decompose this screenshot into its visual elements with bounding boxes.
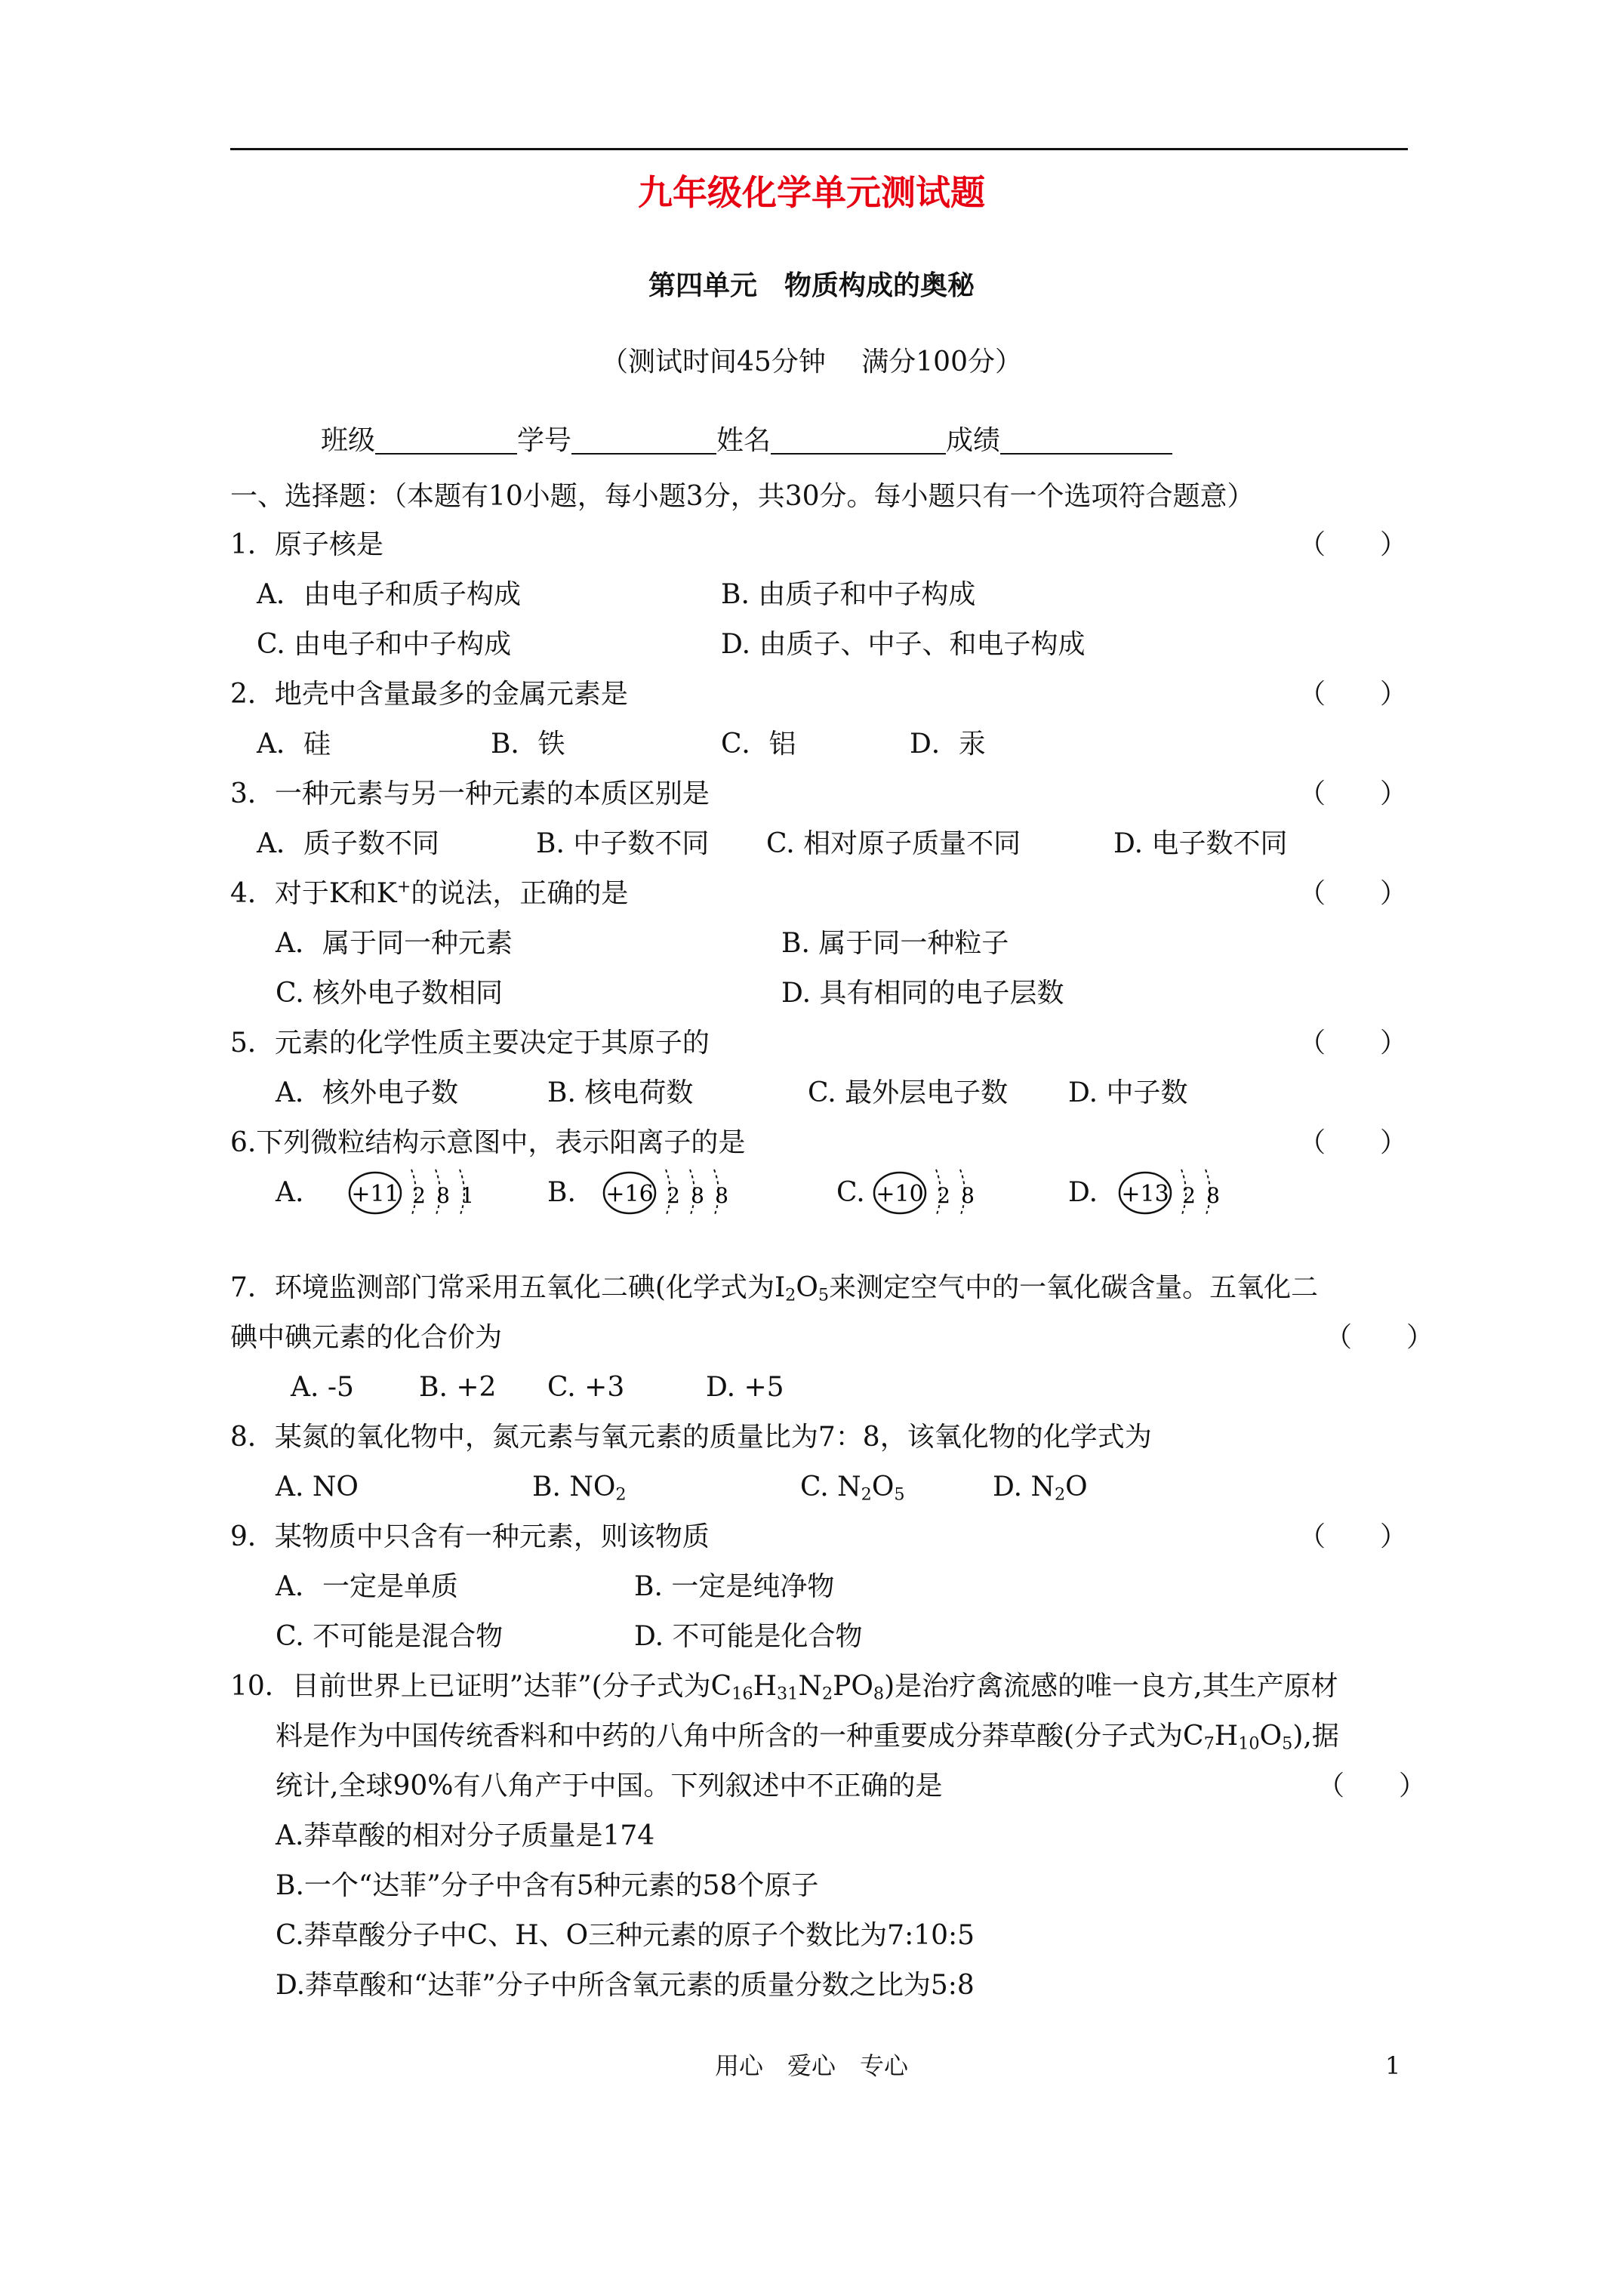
q4-stem: 4．对于K和K+的说法，正确的是 [230,877,629,909]
class-label: 班级 [321,425,376,456]
q7-option-b: B. +2 [419,1372,497,1403]
q9-option-b: B. 一定是纯净物 [634,1571,835,1602]
q9-option-d: D. 不可能是化合物 [634,1621,863,1652]
q4-option-b: B. 属于同一种粒子 [781,928,1009,959]
q1-option-c: C. 由电子和中子构成 [257,629,512,660]
q5-answer-paren[interactable]: （ ） [1298,1028,1408,1059]
q7-option-c: C. +3 [547,1372,625,1403]
q7-stem-line1: 7．环境监测部门常采用五氧化二碘(化学式为$I_2O_5$来测定空气中的一氧化碳含量。五氧化二 [230,1272,1319,1305]
q10-option-c: C.莽草酸分子中C、H、O三种元素的原子个数比为7:10:5 [276,1920,975,1951]
q9-stem: 9．某物质中只含有一种元素，则该物质 [230,1521,710,1552]
atom-c-nucleus: +10 [876,1181,924,1207]
atom-c-shell-2: 8 [961,1183,975,1208]
q9-option-c: C. 不可能是混合物 [276,1621,504,1652]
q10-stem-line1: 10．目前世界上已证明”达菲”(分子式为$C_{16}H_{31}N_2PO_8$)是治疗禽流感的唯一良方,其生产原材 [230,1671,1338,1704]
q10-option-d: D.莽草酸和“达菲”分子中所含氧元素的质量分数之比为5:8 [276,1970,975,2001]
score-blank[interactable] [1000,430,1172,455]
atom-a-shell-3: 1 [460,1183,474,1208]
q8-option-d: D. $N_2O$ [993,1472,1088,1505]
q3-option-b: B. 中子数不同 [536,828,710,859]
atom-b-shell-3: 8 [715,1183,728,1208]
q10-stem-line3: 统计,全球90%有八角产于中国。下列叙述中不正确的是 [276,1771,943,1801]
q2-option-c: C．铝 [721,729,796,760]
q3-answer-paren[interactable]: （ ） [1298,778,1408,809]
q7-option-d: D. +5 [706,1372,784,1403]
page-footer: 用心 爱心 专心 [714,2051,908,2080]
student-id-label: 学号 [517,425,572,456]
q6-option-b: B. [547,1177,576,1208]
q3-option-c: C. 相对原子质量不同 [766,828,1021,859]
q4-answer-paren[interactable]: （ ） [1298,878,1408,909]
q6-option-d: D. [1068,1177,1098,1208]
q6-answer-paren[interactable]: （ ） [1298,1127,1408,1158]
q3-option-d: D. 电子数不同 [1113,828,1288,859]
q7-option-a: A. -5 [291,1372,354,1403]
q1-stem: 1．原子核是 [230,529,383,560]
atom-a-shell-1: 2 [412,1183,426,1208]
score-label: 成绩 [946,425,1001,456]
atom-b-shell-1: 2 [667,1183,680,1208]
q4-option-a: A．属于同一种元素 [276,928,513,959]
q8-option-b: B. $NO_2$ [532,1472,627,1505]
q10-answer-paren[interactable]: （ ） [1317,1771,1427,1801]
q10-option-a: A.莽草酸的相对分子质量是174 [276,1820,655,1851]
q5-option-a: A．核外电子数 [276,1077,458,1108]
unit-subtitle: 第四单元 物质构成的奥秘 [648,270,975,301]
q5-option-d: D. 中子数 [1068,1077,1188,1108]
q2-option-b: B．铁 [491,729,565,760]
atom-d-shell-1: 2 [1182,1183,1196,1208]
q9-answer-paren[interactable]: （ ） [1298,1521,1408,1552]
page-title: 九年级化学单元测试题 [638,172,985,213]
atom-a-shell-2: 8 [436,1183,450,1208]
atom-d-nucleus: +13 [1121,1181,1169,1207]
q2-answer-paren[interactable]: （ ） [1298,679,1408,710]
name-blank[interactable] [771,430,946,455]
q8-option-a: A. NO [276,1472,359,1502]
atom-diagram-a [343,1159,487,1227]
q2-option-a: A．硅 [257,729,331,760]
atom-b-shell-2: 8 [691,1183,704,1208]
q5-option-c: C. 最外层电子数 [808,1077,1009,1108]
atom-d-shell-2: 8 [1206,1183,1220,1208]
q3-option-a: A．质子数不同 [257,828,439,859]
name-label: 姓名 [716,425,771,456]
q10-stem-line2: 料是作为中国传统香料和中药的八角中所含的一种重要成分莽草酸(分子式为$C_7H_{10}O_5$),据 [276,1721,1339,1754]
page-number: 1 [1385,2051,1401,2080]
class-blank[interactable] [375,430,517,455]
student-info-line [321,427,1172,455]
q6-option-c: C. [836,1177,865,1208]
q1-option-d: D. 由质子、中子、和电子构成 [721,629,1086,660]
q5-option-b: B. 核电荷数 [547,1077,694,1108]
atom-b-nucleus: +16 [605,1181,654,1207]
q2-option-d: D．汞 [910,729,986,760]
q7-stem-line2: 碘中碘元素的化合价为 [230,1322,503,1353]
q7-answer-paren[interactable]: （ ） [1325,1322,1434,1353]
student-id-blank[interactable] [571,430,716,455]
q2-stem: 2．地壳中含量最多的金属元素是 [230,679,628,710]
q5-stem: 5．元素的化学性质主要决定于其原子的 [230,1028,710,1059]
q1-option-a: A．由电子和质子构成 [257,579,521,610]
atom-diagram-c [868,1159,989,1227]
q8-stem: 8．某氮的氧化物中，氮元素与氧元素的质量比为7：8，该氧化物的化学式为 [230,1422,1152,1453]
q6-stem: 6.下列微粒结构示意图中，表示阳离子的是 [230,1127,746,1158]
q3-stem: 3．一种元素与另一种元素的本质区别是 [230,778,710,809]
atom-c-shell-1: 2 [937,1183,950,1208]
atom-diagram-b [598,1159,741,1227]
q1-option-b: B. 由质子和中子构成 [721,579,976,610]
q4-option-c: C. 核外电子数相同 [276,978,504,1009]
section-heading: 一、选择题：（本题有10小题，每小题3分，共30分。每小题只有一个选项符合题意） [230,481,1255,512]
atom-diagram-d [1113,1159,1234,1227]
q6-option-a: A. [276,1177,304,1208]
q4-option-d: D. 具有相同的电子层数 [781,978,1064,1009]
test-meta: （测试时间45分钟 满分100分） [601,347,1022,378]
atom-a-nucleus: +11 [351,1181,399,1207]
q1-answer-paren[interactable]: （ ） [1298,529,1408,560]
header-rule [230,148,1408,150]
q8-option-c: C. $N_2O_5$ [800,1472,905,1505]
q10-option-b: B.一个“达菲”分子中含有5种元素的58个原子 [276,1870,819,1901]
q9-option-a: A．一定是单质 [276,1571,458,1602]
